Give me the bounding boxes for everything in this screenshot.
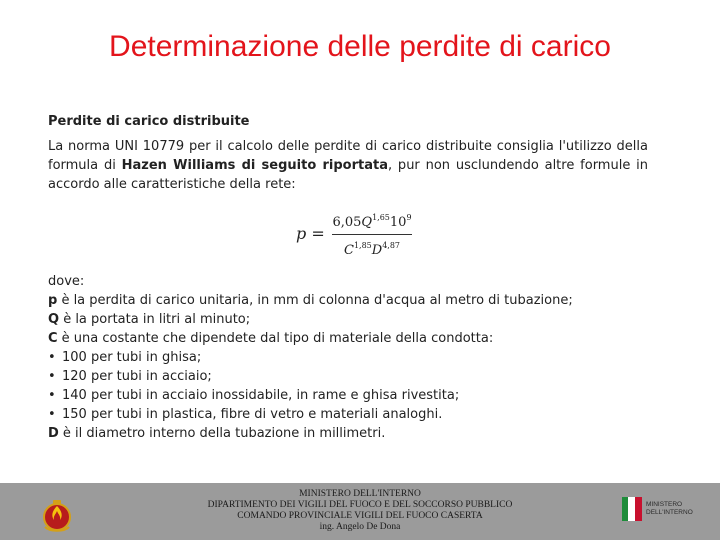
definition-symbol: C	[48, 331, 58, 346]
intro-paragraph	[48, 137, 648, 194]
footer-line: MINISTERO DELL'INTERNO	[299, 489, 421, 499]
bullet-text: 140 per tubi in acciaio inossidabile, in rame e ghisa rivestita;	[62, 388, 460, 403]
intro-bold: Hazen Williams di seguito riportata	[121, 158, 388, 173]
ministry-line: MINISTERO	[646, 501, 683, 508]
footer-line: COMANDO PROVINCIALE VIGILI DEL FUOCO CASERTA	[237, 511, 483, 521]
dove-label: dove:	[48, 274, 85, 289]
bullet-icon: •	[48, 388, 56, 403]
definition-text: è la perdita di carico unitaria, in mm di colonna d'acqua al metro di tubazione;	[57, 293, 573, 308]
num-var: Q	[361, 215, 373, 230]
formula-lhs: p =	[296, 224, 325, 243]
definition-text: è la portata in litri al minuto;	[59, 312, 251, 327]
num-const-exp: 9	[406, 213, 412, 222]
definition-text: è il diametro interno della tubazione in millimetri.	[58, 426, 386, 441]
definition-item	[48, 310, 648, 329]
footer-bar	[0, 483, 720, 540]
definition-item	[48, 291, 648, 310]
num-coef: 6,05	[332, 215, 362, 230]
formula-denominator	[332, 235, 412, 260]
definition-text: è una costante che dipendete dal tipo di materiale della condotta:	[57, 331, 494, 346]
footer-line: ing. Angelo De Dona	[319, 522, 401, 532]
definition-item	[48, 329, 648, 348]
footer-text	[160, 489, 560, 533]
formula-numerator	[332, 208, 412, 235]
bullet-item	[48, 348, 648, 367]
bullet-item	[48, 386, 648, 405]
fire-brigade-emblem-icon	[38, 497, 76, 533]
bullet-icon: •	[48, 350, 56, 365]
den-exp-2: 4,87	[382, 241, 400, 250]
definition-item	[48, 424, 648, 443]
footer-line: DIPARTIMENTO DEI VIGILI DEL FUOCO E DEL SOCCORSO PUBBLICO	[207, 500, 513, 510]
ministry-logo-text	[646, 501, 693, 517]
den-var-2: D	[371, 243, 383, 258]
content-area	[48, 112, 648, 443]
bullet-text: 150 per tubi in plastica, fibre di vetro e materiali analoghi.	[62, 407, 443, 422]
definition-symbol: p	[48, 293, 58, 308]
page-title: Determinazione delle perdite di carico	[109, 30, 611, 63]
num-exp: 1,65	[372, 213, 390, 222]
num-const: 10	[389, 215, 407, 230]
bullet-icon: •	[48, 407, 56, 422]
den-var-1: C	[343, 243, 354, 258]
definition-list	[48, 291, 648, 443]
bullet-text: 120 per tubi in acciaio;	[62, 369, 212, 384]
bullet-icon: •	[48, 369, 56, 384]
italian-flag-icon	[622, 497, 642, 521]
formula-fraction	[332, 208, 412, 260]
definition-symbol: D	[48, 426, 59, 441]
bullet-text: 100 per tubi in ghisa;	[62, 350, 202, 365]
ministry-line: DELL'INTERNO	[646, 509, 693, 516]
intro-text-2: , pur non usclundendo altre formule in accordo alle caratteristiche della rete:	[48, 158, 648, 192]
intro-text-1: La norma UNI 10779 per il calcolo delle perdite di carico distribuite consiglia l'utilizzo della formula di	[48, 139, 648, 173]
bullet-item	[48, 405, 648, 424]
definition-symbol: Q	[48, 312, 60, 327]
den-exp-1: 1,85	[353, 241, 372, 250]
hazen-williams-formula	[48, 194, 648, 272]
section-heading: Perdite di carico distribuite	[48, 114, 250, 129]
bullet-item	[48, 367, 648, 386]
